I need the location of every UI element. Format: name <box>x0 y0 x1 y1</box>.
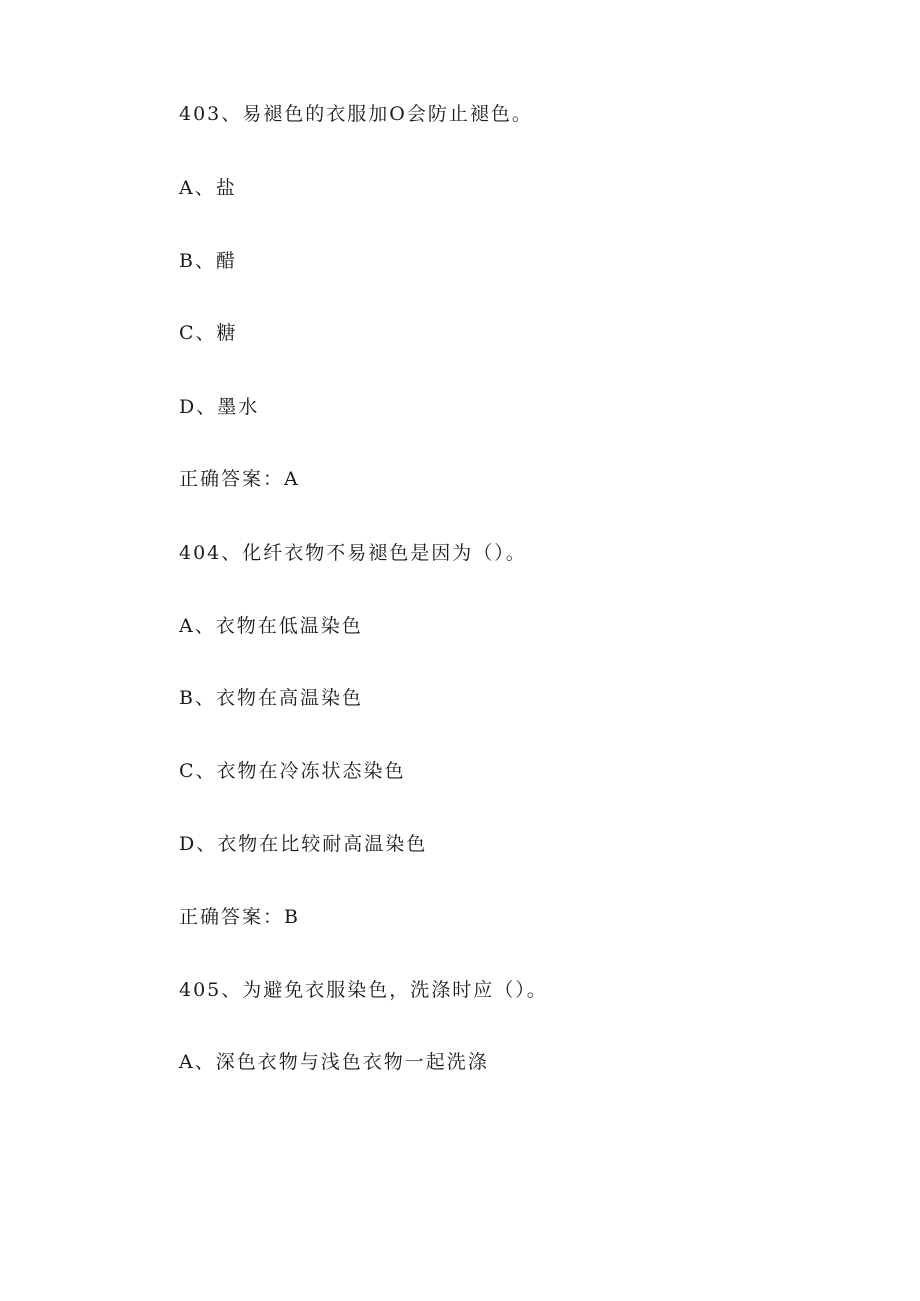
question-403-stem: 403、易褪色的衣服加O会防止褪色。 <box>179 103 533 125</box>
question-403-option-a: A、盐 <box>179 177 237 199</box>
question-403-option-b: B、醋 <box>179 250 237 272</box>
question-403-answer: 正确答案：A <box>179 468 300 490</box>
question-404-option-d: D、衣物在比较耐高温染色 <box>179 833 428 855</box>
question-404-stem: 404、化纤衣物不易褪色是因为（）。 <box>179 542 527 564</box>
question-404-answer: 正确答案：B <box>179 906 300 928</box>
question-405-stem: 405、为避免衣服染色，洗涤时应（）。 <box>179 979 548 1001</box>
question-404-option-b: B、衣物在高温染色 <box>179 687 363 709</box>
question-403-option-c: C、糖 <box>179 322 238 344</box>
question-404-option-a: A、衣物在低温染色 <box>179 615 363 637</box>
question-403-option-d: D、墨水 <box>179 396 260 418</box>
question-405-option-a: A、深色衣物与浅色衣物一起洗涤 <box>179 1051 489 1073</box>
question-404-option-c: C、衣物在冷冻状态染色 <box>179 760 406 782</box>
